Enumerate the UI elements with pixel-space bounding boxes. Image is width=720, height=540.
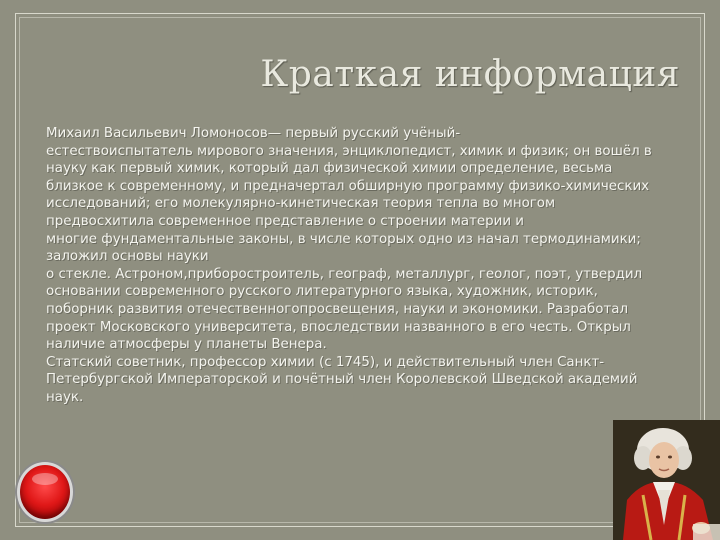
body-line: Статский советник, профессор химии (с 1745), и действительный член Санкт- — [46, 354, 605, 370]
body-line: основании современного русского литературного языка, художник, историк, — [46, 284, 598, 300]
slide-title: Краткая информация — [260, 54, 680, 95]
body-line: проект Московского университета, впоследствии названного в его честь. Открыл — [46, 319, 631, 335]
body-line: наличие атмосферы у планеты Венера. — [46, 337, 327, 353]
red-round-button[interactable] — [17, 462, 73, 522]
body-line: близкое к современному, и предначертал обширную программу физико-химических — [46, 178, 650, 194]
body-line: исследований; его молекулярно-кинетическая теория тепла во многом — [46, 196, 556, 212]
body-line: многие фундаментальные законы, в числе которых одно из начал термодинамики; — [46, 231, 641, 247]
body-line: заложил основы науки — [46, 249, 209, 265]
body-line: естествоиспытатель мирового значения, энциклопедист, химик и физик; он вошёл в — [46, 143, 652, 159]
body-line: Петербургской Императорской и почётный член Королевской Шведской академий — [46, 372, 638, 388]
body-line: предвосхитила современное представление о строении материи и — [46, 213, 525, 229]
body-line: Михаил Васильевич Ломоносов— первый русский учёный- — [46, 126, 461, 141]
body-line: наук. — [46, 389, 84, 405]
lomonosov-portrait-image — [613, 420, 720, 540]
body-line: поборник развития отечественногопросвещения, науки и экономики. Разработал — [46, 301, 629, 317]
body-line: науку как первый химик, который дал физической химии определение, весьма — [46, 161, 613, 177]
slide-body — [46, 125, 666, 407]
body-line: о стекле. Астроном,приборостроитель, географ, металлург, геолог, поэт, утвердил — [46, 266, 643, 282]
